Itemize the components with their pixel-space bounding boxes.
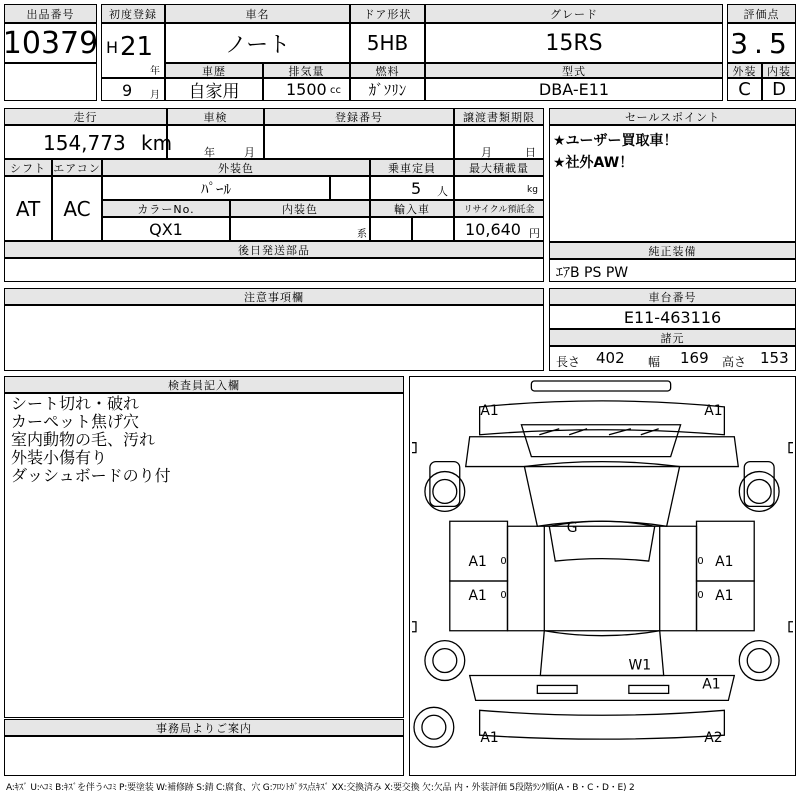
- sales-point-1: ★ユーザー買取車！: [553, 133, 678, 149]
- lot-label: 出品番号: [4, 4, 97, 23]
- notes-label: 注意事項欄: [4, 288, 544, 305]
- mark-right-rear-fender: A1: [702, 676, 721, 693]
- first-reg-label: 初度登録: [101, 4, 165, 23]
- mark-front-right: A1: [704, 402, 723, 419]
- transfer-cell: [454, 125, 544, 159]
- reg-year: 21: [120, 32, 154, 62]
- recycle-cell: [454, 217, 544, 241]
- sales-points-label: セールスポイント: [549, 108, 796, 125]
- reg-month: 9: [122, 81, 133, 100]
- grade-label: グレード: [425, 4, 723, 23]
- grade: 15RS: [425, 23, 723, 63]
- month-unit: 月: [150, 90, 160, 101]
- mileage-label: 走行: [4, 108, 167, 125]
- office-label: 事務局よりご案内: [4, 719, 404, 736]
- mark-rear-roof: W1: [628, 657, 652, 674]
- inspector-line-4: 外装小傷有り: [11, 448, 108, 467]
- transfer-label: 譲渡書類期限: [454, 108, 544, 125]
- import-label: 輸入車: [370, 200, 454, 217]
- exterior-grade: C: [727, 78, 762, 101]
- equipment-label: 純正装備: [549, 242, 796, 259]
- seats: 5: [411, 179, 422, 198]
- transfer-month-unit: 月: [481, 146, 492, 159]
- ac-label: エアコン: [52, 159, 102, 176]
- load-label: 最大積載量: [454, 159, 544, 176]
- color-no-label: カラーNo.: [102, 200, 230, 217]
- mileage-unit: km: [141, 131, 173, 155]
- height: 153: [760, 349, 789, 367]
- inspector-line-2: カーペット焦げ穴: [11, 412, 140, 431]
- mark-right-rear-door: A1: [715, 587, 734, 604]
- displacement-unit: cc: [330, 85, 341, 96]
- displacement-label: 排気量: [263, 63, 350, 78]
- model-label: 型式: [425, 63, 723, 78]
- displacement: 1500: [286, 80, 327, 99]
- color-blank: [330, 176, 370, 200]
- import-cell-a: [370, 217, 412, 241]
- equipment: ｴｱB PS PW: [556, 265, 629, 281]
- mark-front-left: A1: [480, 402, 499, 419]
- later-parts-label: 後日発送部品: [4, 241, 544, 258]
- era: H: [106, 38, 119, 57]
- mark-rear-left: A1: [480, 730, 499, 747]
- seats-cell: [370, 176, 454, 200]
- color-label: 外装色: [102, 159, 370, 176]
- car-name: ノート: [165, 23, 350, 63]
- inspector-line-1: シート切れ・破れ: [11, 394, 140, 413]
- load-unit: kg: [527, 185, 538, 195]
- seats-unit: 人: [437, 185, 448, 198]
- width-label: 幅: [648, 355, 661, 369]
- inspection-cell: [167, 125, 264, 159]
- height-label: 高さ: [722, 355, 747, 369]
- mark-windshield: G: [566, 520, 578, 537]
- car-name-label: 車名: [165, 4, 350, 23]
- history-label: 車歴: [165, 63, 263, 78]
- dims-label: 諸元: [549, 329, 796, 346]
- sales-point-2: ★社外AW！: [553, 155, 634, 171]
- length-label: 長さ: [556, 355, 581, 369]
- mileage-cell: [4, 125, 173, 159]
- office-box: [4, 736, 404, 776]
- first-reg-month-cell: [101, 78, 165, 101]
- door-label: ドア形状: [350, 4, 425, 23]
- mark-left-rear-door: A1: [468, 587, 487, 604]
- mark-right-front-door: A1: [715, 554, 734, 571]
- notes-box: [4, 305, 544, 371]
- fuel: ｶﾞｿﾘﾝ: [350, 78, 425, 101]
- plate-cell: [264, 125, 454, 159]
- insp-month-unit: 月: [244, 146, 255, 159]
- dims-cell: [549, 346, 796, 371]
- mileage: 154,773: [43, 131, 126, 155]
- recycle-amount: 10,640: [465, 220, 521, 239]
- fuel-label: 燃料: [350, 63, 425, 78]
- interior-color-unit: 系: [357, 229, 367, 240]
- displacement-cell: [263, 78, 350, 101]
- sales-points-box: [549, 125, 796, 242]
- side-mark-2: 0: [697, 556, 704, 568]
- first-reg-year-cell: [101, 23, 165, 78]
- insp-year-unit: 年: [204, 146, 215, 159]
- seats-label: 乗車定員: [370, 159, 454, 176]
- recycle-unit: 円: [529, 227, 540, 240]
- lot-blank: [4, 63, 97, 101]
- ac: AC: [52, 176, 102, 241]
- chassis-number: E11-463116: [549, 305, 796, 329]
- side-marks: [500, 556, 703, 601]
- side-mark-1: 0: [500, 556, 507, 568]
- import-cell-b: [412, 217, 454, 241]
- inspector-line-5: ダッシュボードのり付: [11, 466, 171, 485]
- model: DBA-E11: [425, 78, 723, 101]
- history: 自家用: [165, 78, 263, 101]
- damage-marks: [468, 403, 733, 746]
- interior-label: 内装: [762, 63, 796, 78]
- chassis-label: 車台番号: [549, 288, 796, 305]
- equipment-cell: [549, 259, 796, 282]
- color-no: QX1: [102, 217, 230, 241]
- legend-text: A:ｷｽﾞ U:ﾍｺﾐ B:ｷｽﾞを伴うﾍｺﾐ P:要塗装 W:補修跡 S:錆 C:腐食、穴 G:ﾌﾛﾝﾄｶﾞﾗｽ点ｷｽﾞ XX:交換済み X:要交換 欠:欠品 内・外装評価 5段階ﾗﾝｸ順(A・B・C・D・E) 2: [6, 783, 635, 793]
- lot-number: 10379: [4, 23, 97, 63]
- later-parts-cell: [4, 258, 544, 282]
- width: 169: [680, 349, 709, 367]
- score-label: 評価点: [727, 4, 796, 23]
- inspector-label: 検査員記入欄: [4, 376, 404, 393]
- interior-color-label: 内装色: [230, 200, 370, 217]
- mark-left-front-door: A1: [468, 554, 487, 571]
- year-unit: 年: [150, 66, 160, 77]
- side-mark-4: 0: [697, 589, 704, 601]
- inspector-line-3: 室内動物の毛、汚れ: [11, 430, 156, 449]
- exterior-label: 外装: [727, 63, 762, 78]
- shift: AT: [4, 176, 52, 241]
- transfer-day-unit: 日: [525, 146, 536, 159]
- score: 3.5: [727, 23, 796, 63]
- mark-rear-right: A2: [704, 730, 723, 747]
- recycle-label: リサイクル預託金: [454, 200, 544, 217]
- interior-color-cell: [230, 217, 370, 241]
- side-mark-3: 0: [500, 589, 507, 601]
- car-damage-diagram: [409, 376, 796, 776]
- plate-label: 登録番号: [264, 108, 454, 125]
- inspection-label: 車検: [167, 108, 264, 125]
- shift-label: シフト: [4, 159, 52, 176]
- color: ﾊﾟｰﾙ: [102, 176, 330, 200]
- door-type: 5HB: [350, 23, 425, 63]
- interior-grade: D: [762, 78, 796, 101]
- load-cell: [454, 176, 544, 200]
- inspector-box: [4, 393, 404, 718]
- length: 402: [596, 349, 625, 367]
